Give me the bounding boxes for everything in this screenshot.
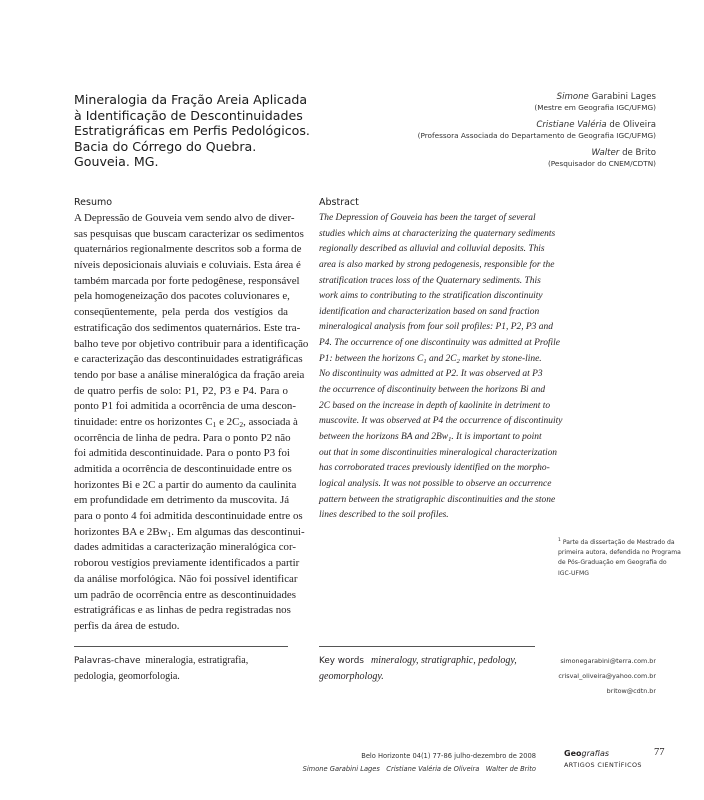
text-line: lines described to the soil profiles. <box>319 510 449 521</box>
text-line: ponto P1 foi admitida a ocorrência de uma descon- <box>74 400 296 413</box>
text-line: um padrão de ocorrência entre as descontinuidades <box>74 588 296 601</box>
text-line: de quatro perfis de solo: P1, P2, P3 e P4. Para o <box>74 384 288 397</box>
author-entry <box>418 120 656 141</box>
text-line: tinuidade: entre os horizontes $C_1$ e $2C_2$, associada à <box>74 415 298 429</box>
text-line: perfis da área de estudo. <box>74 619 180 632</box>
text-line: the occurrence of discontinuity between the horizons Bi and <box>319 385 546 396</box>
author-last-name: de Brito <box>619 148 656 158</box>
title-line: à Identificação de Descontinuidades <box>74 107 303 123</box>
text-line: mineralogical analysis from four soil profiles: P1, P2, P3 and <box>319 322 553 333</box>
footnote-line: de Pós-Graduação em Geografia do <box>558 559 667 567</box>
text-line: e caracterização das descontinuidades estratigráficas <box>74 353 303 366</box>
text-line: has corroborated traces previously identified on the morpho- <box>319 463 550 474</box>
text-line: between the horizons BA and $2Bw_1$. It is important to point <box>319 431 542 443</box>
author-last-name: de Oliveira <box>606 120 656 130</box>
title-line: Estratigráficas em Perfis Pedológicos. <box>74 123 310 139</box>
article-title <box>74 92 334 170</box>
keywords-divider <box>319 646 535 647</box>
text-line: 2C based on the increase in depth of kaolinite in detriment to <box>319 400 551 411</box>
resumo-heading: Resumo <box>74 197 113 208</box>
text-line: studies which aims at characterizing the quaternary sediments <box>319 228 556 239</box>
text-line: tendo por base a análise mineralógica da fração areia <box>74 368 305 381</box>
text-line: balho teve por objetivo contribuir para a identificação <box>74 337 309 350</box>
keywords-label: Key words <box>319 656 364 666</box>
footer-author: Simone Garabini Lages <box>302 764 380 773</box>
email-link[interactable]: crisval_oliveira@yahoo.com.br <box>558 672 656 681</box>
text-line: work aims to contributing to the stratification discontinuity <box>319 291 543 302</box>
footnote-line: $^1$ Parte da dissertação de Mestrado da <box>558 538 675 547</box>
text-line: admitida a ocorrência de descontinuidade entre os <box>74 463 292 475</box>
author-affiliation: (Pesquisador do CNEM/CDTN) <box>547 159 656 168</box>
author-first-name: Simone <box>556 92 589 102</box>
title-line: Gouveia. MG. <box>74 154 159 170</box>
text-line: stratification traces loss of the Quaternary sediments. This <box>319 275 541 286</box>
footnote-line: IGC-UFMG <box>558 569 589 577</box>
title-line: Bacia do Córrego do Quebra. <box>74 138 257 154</box>
journal-name: Geografias <box>564 749 610 758</box>
footnote-mark: 1 <box>558 538 561 543</box>
text-line: logical analysis. It was not possible to observe an occurrence <box>319 478 552 489</box>
text-line: identification and characterization based on sand fraction <box>319 306 540 317</box>
author-first-name: Cristiane Valéria <box>536 120 607 130</box>
text-line: horizontes Bi e 2C a partir do aumento da caulinita <box>74 478 297 491</box>
text-line: foi admitida descontinuidade. Para o ponto P3 foi <box>74 447 290 460</box>
resumo-body <box>74 211 309 635</box>
text-line: níveis deposicionais aluviais e coluviais. Esta área é <box>74 259 301 272</box>
journal-block <box>564 749 642 769</box>
text-line: horizontes BA e $2Bw_1$. Em algumas das descontinui- <box>74 525 305 539</box>
footnote <box>558 536 681 579</box>
text-line: sas pesquisas que buscam caracterizar os sedimentos <box>74 227 304 240</box>
keywords-text: mineralogia, estratigrafia, pedologia, geomorfologia. <box>74 655 249 682</box>
text-line: roborou vestígios previamente identificados a partir <box>74 557 300 570</box>
footer-author: Cristiane Valéria de Oliveira <box>386 764 480 773</box>
text-line: estratificação dos sedimentos quaternários. Este tra- <box>74 321 301 334</box>
citation-line: Belo Horizonte 04(1) 77-86 julho-dezembro de 2008 <box>361 752 536 760</box>
author-list <box>418 92 656 176</box>
text-line: estratigráficas e as linhas de pedra registradas nos <box>74 604 291 617</box>
section-name: ARTIGOS CIENTÍFICOS <box>564 761 642 769</box>
abstract-heading: Abstract <box>319 197 359 208</box>
keywords-label: Palavras-chave <box>74 656 141 666</box>
text-line: P4. The occurrence of one discontinuity was admitted at Profile <box>319 338 560 349</box>
abstract-body <box>319 211 563 524</box>
keywords-pt <box>74 653 292 685</box>
text-line: pattern between the stratigraphic discontinuities and the stone <box>319 494 556 505</box>
text-line: conseqüentemente, pela perda dos vestígios da <box>74 306 288 319</box>
text-line: out that in some discontinuities mineralogical characterization <box>319 447 558 458</box>
text-line: para o ponto 4 foi admitida descontinuidade entre os <box>74 510 303 523</box>
text-line: area is also marked by strong pedogenesis, responsible for the <box>319 259 555 270</box>
email-link[interactable]: britow@cdtn.br <box>606 687 656 696</box>
text-line: No discontinuity was admitted at P2. It was observed at P3 <box>319 369 543 380</box>
text-line: The Depression of Gouveia has been the target of several <box>319 213 536 223</box>
footnote-line: primeira autora, defendida no Programa <box>558 549 681 557</box>
text-line: em profundidade em detrimento da muscovita. Já <box>74 494 290 507</box>
text-line: A Depressão de Gouveia vem sendo alvo de diver- <box>74 212 295 224</box>
keywords-text: mineralogy, stratigraphic, pedology, geomorphology. <box>319 655 517 682</box>
text-line: também marcada por forte pedogênese, responsável <box>74 274 300 287</box>
text-line: da análise morfológica. Não foi possível identificar <box>74 572 298 585</box>
author-affiliation: (Mestre em Geografia IGC/UFMG) <box>534 103 656 112</box>
author-entry <box>418 92 656 113</box>
author-emails <box>558 654 656 700</box>
text-line: regionally described as alluvial and colluvial deposits. This <box>319 244 545 255</box>
author-last-name: Garabini Lages <box>588 92 656 102</box>
keywords-en <box>319 653 539 685</box>
page-number: 77 <box>654 747 665 758</box>
footer-citation <box>303 750 536 775</box>
text-line: dades admitidas a caracterização mineralógica cor- <box>74 541 297 554</box>
text-line: quaternários regionalmente descritos sob a forma de <box>74 243 302 256</box>
author-first-name: Walter <box>591 148 620 158</box>
text-line: P1: between the horizons $C_1$ and $2C_2$ market by stone-line. <box>319 353 542 365</box>
text-line: muscovite. It was observed at P4 the occurrence of discontinuity <box>319 416 563 427</box>
email-link[interactable]: simonegarabini@terra.com.br <box>560 657 656 665</box>
text-line: pela homogeneização dos pacotes coluvionares e, <box>74 290 290 303</box>
title-line: Mineralogia da Fração Areia Aplicada <box>74 92 308 107</box>
author-affiliation: (Professora Associada do Departamento de Geografia IGC/UFMG) <box>417 131 656 140</box>
author-entry <box>418 148 656 169</box>
footer-author: Walter de Brito <box>485 764 536 773</box>
text-line: ocorrência de linha de pedra. Para o ponto P2 não <box>74 431 291 444</box>
keywords-divider <box>74 646 288 647</box>
